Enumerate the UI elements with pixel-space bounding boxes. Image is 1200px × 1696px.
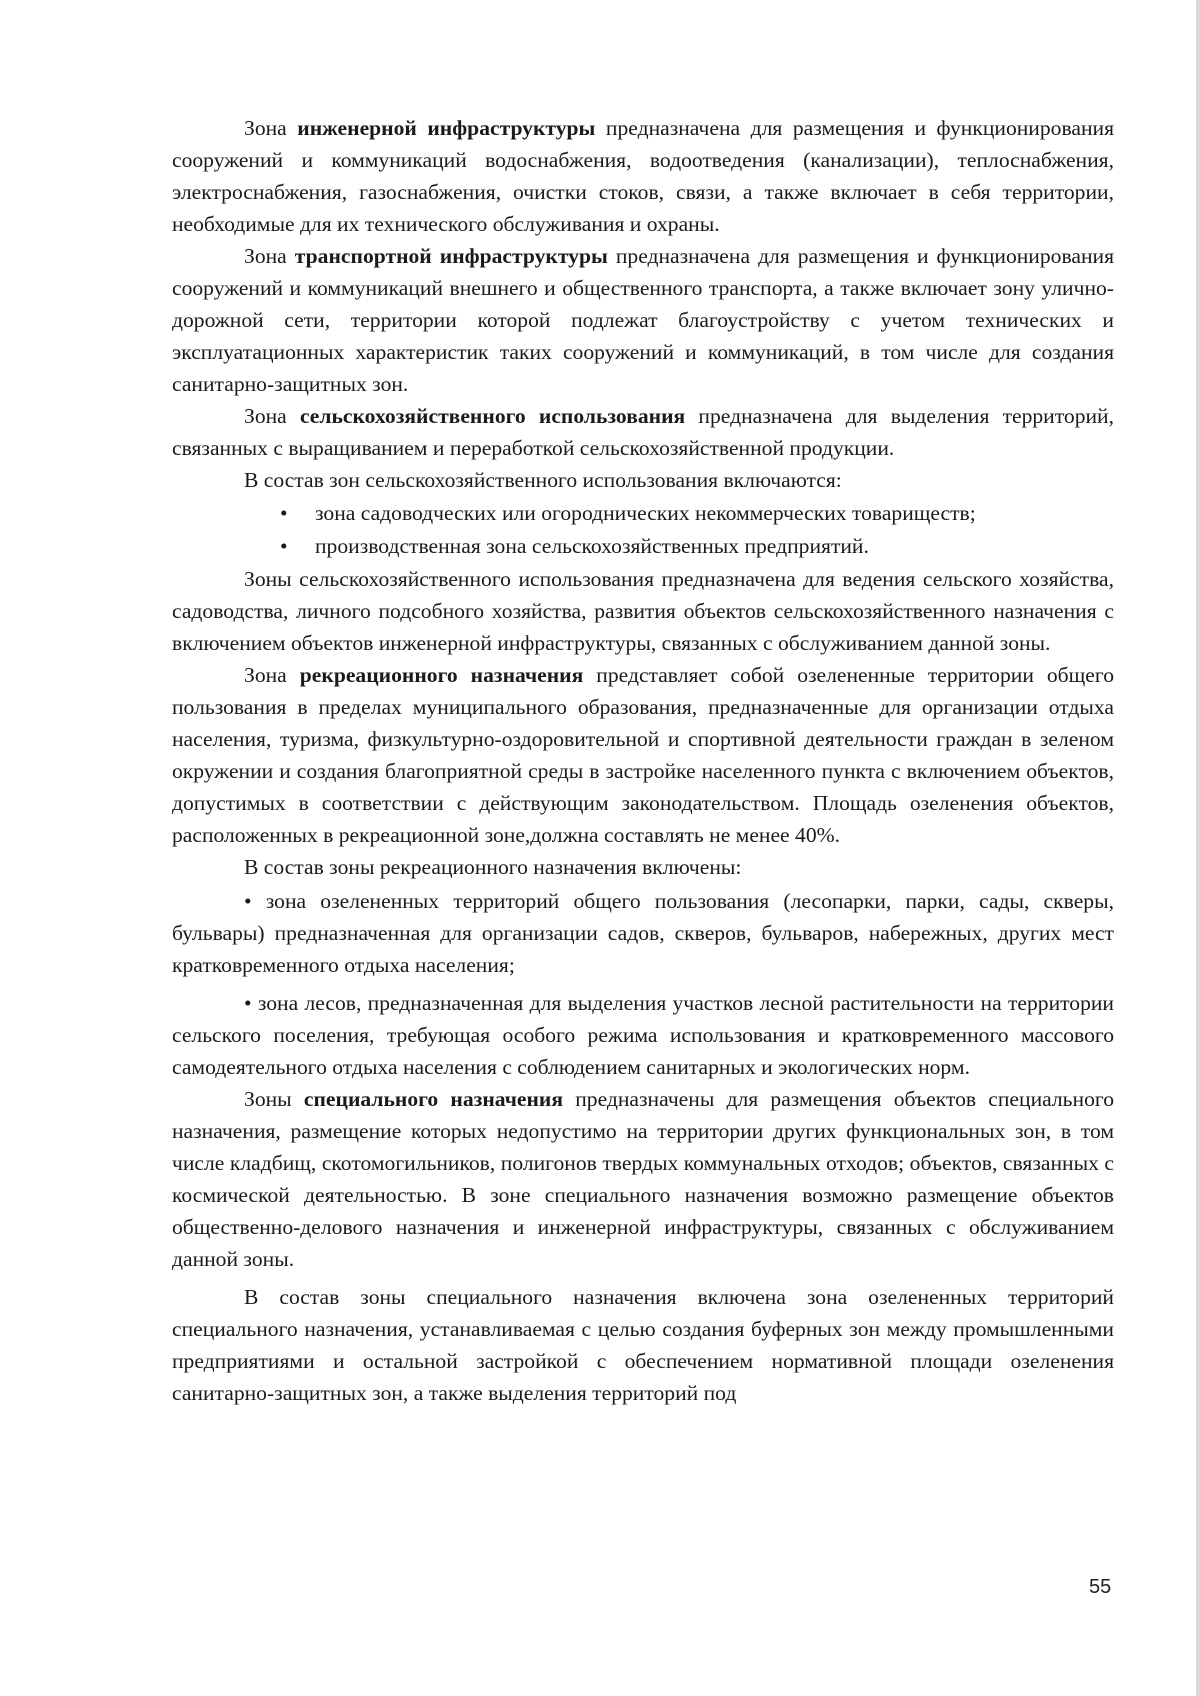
paragraph-lead: Зона: [244, 244, 295, 268]
bullet-icon: •: [244, 889, 252, 913]
paragraph-lead: Зона: [244, 404, 300, 428]
paragraph-lead: Зоны: [244, 1087, 304, 1111]
paragraph-agricultural-zone: [172, 400, 1114, 464]
list-item-text: производственная зона сельскохозяйственных предприятий.: [315, 534, 869, 558]
paragraph-engineering-zone: [172, 112, 1114, 240]
bold-term: рекреационного назначения: [299, 663, 584, 687]
list-item: [172, 497, 1114, 529]
paragraph-text: представляет собой озелененные территории общего пользования в пределах муниципального образования, предназначенные для организации отдыха населения, туризма, физкультурно-оздоровительной и спортивной деятельности граждан в зеленом окружении и создания благоприятной среды в застройке населенного пункта с включением объектов, допустимых в соответствии с действующим законодательством. Площадь озеленения объектов, расположенных в рекреационной зоне,должна составлять не менее 40%.: [172, 663, 1115, 847]
bold-term: инженерной инфраструктуры: [297, 116, 596, 140]
bullet-paragraph-text: зона озелененных территорий общего пользования (лесопарки, парки, сады, скверы, бульвары) предназначенная для организации садов, скверов, бульваров, набережных, других мест кратковременного отдыха населения;: [172, 889, 1114, 977]
paragraph-agricultural-composition: В состав зон сельскохозяйственного использования включаются:: [244, 468, 842, 492]
paragraph-special-composition: В состав зоны специального назначения включена зона озелененных территорий специального назначения, устанавливаемая с целью создания буферных зон между промышленными предприятиями и остальной застройкой с обеспечением нормативной площади озеленения санитарно-защитных зон, а также выделения территорий под: [172, 1285, 1114, 1405]
paragraph-lead: Зона: [244, 663, 300, 687]
paragraph-agricultural-purpose: Зоны сельскохозяйственного использования предназначена для ведения сельского хозяйства, садоводства, личного подсобного хозяйства, развития объектов сельскохозяйственного назначения с включением объектов инженерной инфраструктуры, связанных с обслуживанием данной зоны.: [172, 567, 1114, 655]
paragraph-text: предназначена для выделения территорий, связанных с выращиванием и переработкой сельскохозяйственной продукции.: [172, 404, 1114, 460]
paragraph-text: предназначены для размещения объектов специального назначения, размещение которых недопустимо на территории других функциональных зон, в том числе кладбищ, скотомогильников, полигонов твердых коммунальных отходов; объектов, связанных с космической деятельностью. В зоне специального назначения возможно размещение объектов общественно-делового назначения и инженерной инфраструктуры, связанных с обслуживанием данной зоны.: [172, 1087, 1114, 1271]
paragraph-recreational-zone: [172, 659, 1114, 851]
paragraph-special-zone: [172, 1083, 1114, 1275]
paragraph-transport-zone: [172, 240, 1114, 400]
paragraph-text: предназначена для размещения и функционирования сооружений и коммуникаций внешнего и общественного транспорта, а также включает зону улично-дорожной сети, территории которой подлежат благоустройству с учетом технических и эксплуатационных характеристик таких сооружений и коммуникаций, в том числе для создания санитарно-защитных зон.: [172, 244, 1114, 396]
paragraph-lead: Зона: [244, 116, 298, 140]
document-body: [172, 112, 1114, 1409]
bullet-paragraph-text: зона лесов, предназначенная для выделения участков лесной растительности на территории сельского поселения, требующая особого режима использования и кратковременного массового самодеятельного отдыха населения с соблюдением санитарных и экологических норм.: [172, 991, 1114, 1079]
agricultural-zones-list: [172, 497, 1114, 562]
bullet-paragraph-forests: [172, 987, 1114, 1083]
page-number: 55: [1089, 1576, 1112, 1598]
bold-term: транспортной инфраструктуры: [294, 244, 608, 268]
paragraph-text: предназначена для размещения и функционирования сооружений и коммуникаций водоснабжения, водоотведения (канализации), теплоснабжения, электроснабжения, газоснабжения, очистки стоков, связи, а также включает в себя территории, необходимые для их технического обслуживания и охраны.: [172, 116, 1114, 236]
bullet-icon: •: [280, 534, 288, 558]
bullet-paragraph-green-areas: [172, 885, 1114, 981]
paragraph-recreational-composition: В состав зоны рекреационного назначения включены:: [244, 855, 742, 879]
list-item: [172, 530, 1114, 562]
bold-term: специального назначения: [303, 1087, 564, 1111]
bold-term: сельскохозяйственного использования: [299, 404, 686, 428]
page-edge-divider: [1196, 0, 1200, 1696]
list-item-text: зона садоводческих или огороднических некоммерческих товариществ;: [315, 501, 976, 525]
bullet-icon: •: [280, 501, 288, 525]
bullet-icon: •: [244, 991, 252, 1015]
